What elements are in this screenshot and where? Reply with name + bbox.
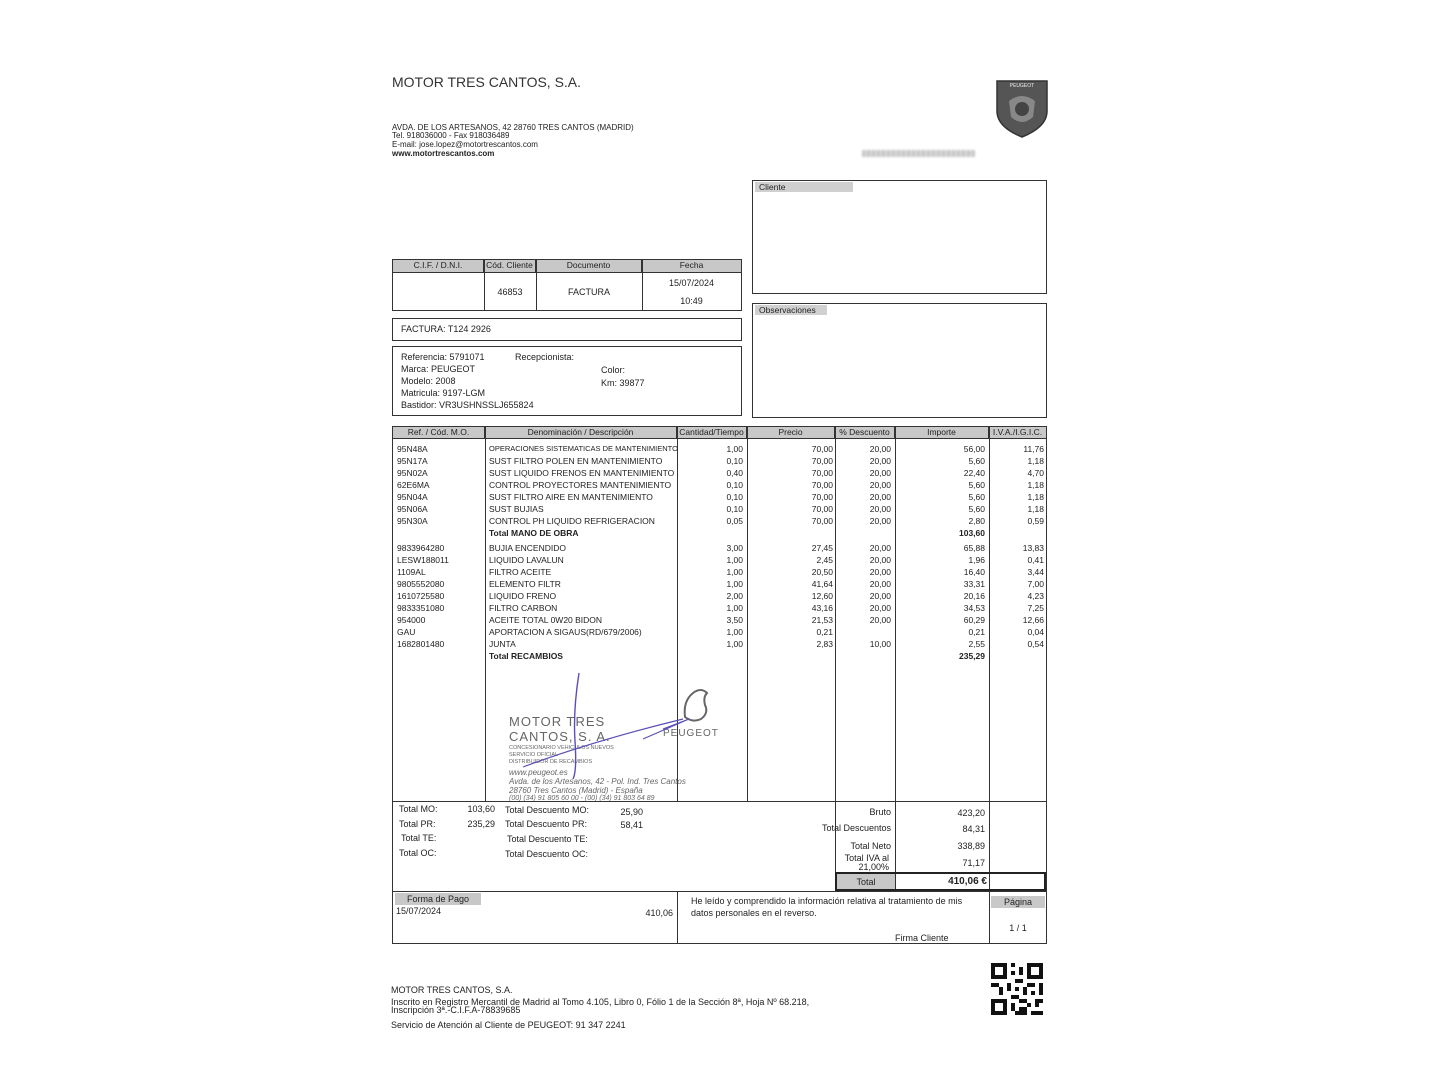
signature-scribble bbox=[503, 671, 703, 781]
desc-oc-label: Total Descuento OC: bbox=[505, 849, 589, 859]
cell-disc: 20,00 bbox=[869, 603, 891, 613]
table-row bbox=[393, 467, 1048, 479]
cell-price: 12,60 bbox=[811, 591, 833, 601]
table-row bbox=[393, 566, 1048, 578]
cell-desc: LIQUIDO LAVALUN bbox=[489, 555, 564, 565]
cell-qty: 0,10 bbox=[726, 480, 743, 490]
payment-box bbox=[392, 891, 1047, 944]
footer-registry2: Inscripción 3ª.-C.I.F.A-78839685 bbox=[391, 1005, 521, 1015]
table-row bbox=[393, 554, 1048, 566]
footer-registry1: Inscrito en Registro Mercantil de Madrid al Tomo 4.105, Libro 0, Fólio 1 de la Sección 8ª, Hoja Nº 68.218, bbox=[391, 997, 810, 1007]
footer-service: Servicio de Atención al Cliente de PEUGEOT: 91 347 2241 bbox=[391, 1020, 626, 1030]
cell-iva: 3,44 bbox=[1027, 567, 1044, 577]
cell-disc: 20,00 bbox=[869, 444, 891, 454]
total-value: 410,06 € bbox=[948, 876, 987, 887]
cell-price: 2,83 bbox=[816, 639, 833, 649]
stamp-phone: (00) (34) 91 805 60 00 - (00) (34) 91 803 64 89 bbox=[509, 795, 655, 802]
th-ref: Ref. / Cód. M.O. bbox=[393, 427, 485, 438]
cell-amount: 5,60 bbox=[968, 480, 985, 490]
cell-disc: 10,00 bbox=[869, 639, 891, 649]
cell-iva: 4,23 bbox=[1027, 591, 1044, 601]
col-cod-cliente: Cód. Cliente bbox=[484, 260, 536, 272]
cell-price: 27,45 bbox=[811, 543, 833, 553]
cell-price: 2,45 bbox=[816, 555, 833, 565]
cell-desc: JUNTA bbox=[489, 639, 516, 649]
cell-desc: ACEITE TOTAL 0W20 BIDON bbox=[489, 615, 603, 625]
total-oc-label: Total OC: bbox=[399, 848, 437, 858]
table-row bbox=[393, 515, 1048, 527]
cell-iva: 0,54 bbox=[1027, 639, 1044, 649]
table-row bbox=[393, 503, 1048, 515]
cell-qty: 0,10 bbox=[726, 456, 743, 466]
th-price: Precio bbox=[747, 427, 835, 438]
footer-company: MOTOR TRES CANTOS, S.A. bbox=[391, 985, 513, 995]
page-value: 1 / 1 bbox=[1009, 923, 1027, 933]
redacted-text bbox=[862, 150, 975, 157]
cell-price: 70,00 bbox=[811, 516, 833, 526]
cell-desc: BUJIA ENCENDIDO bbox=[489, 543, 566, 553]
items-table bbox=[392, 426, 1047, 802]
vehicle-km: Km: 39877 bbox=[601, 378, 645, 388]
total-te-label: Total TE: bbox=[401, 833, 437, 843]
cell-disc: 20,00 bbox=[869, 567, 891, 577]
cell-qty: 1,00 bbox=[726, 567, 743, 577]
cell-ref: 95N48A bbox=[397, 444, 428, 454]
cell-amount: 33,31 bbox=[963, 579, 985, 589]
cell-desc: Total MANO DE OBRA bbox=[489, 528, 579, 538]
cell-amount: 22,40 bbox=[963, 468, 985, 478]
vehicle-bastidor: Bastidor: VR3USHNSSLJ655824 bbox=[401, 400, 534, 410]
invoice-number: FACTURA: T124 2926 bbox=[401, 324, 491, 334]
iva-rate: 21,00% bbox=[858, 862, 889, 872]
table-row bbox=[393, 542, 1048, 554]
cell-qty: 3,00 bbox=[726, 543, 743, 553]
cell-iva: 1,18 bbox=[1027, 492, 1044, 502]
stamp-web: www.peugeot.es bbox=[509, 768, 568, 777]
cell-ref: 95N02A bbox=[397, 468, 428, 478]
th-qty: Cantidad/Tiempo bbox=[677, 427, 747, 438]
stamp-addr1: Avda. de los Artesanos, 42 - Pol. Ind. Tres Cantos bbox=[509, 777, 686, 786]
cell-amount: 1,96 bbox=[968, 555, 985, 565]
descuentos-label: Total Descuentos bbox=[821, 823, 891, 833]
table-row bbox=[393, 491, 1048, 503]
neto-label: Total Neto bbox=[850, 841, 891, 851]
col-fecha: Fecha bbox=[642, 260, 741, 272]
desc-mo-value: 25,90 bbox=[620, 807, 643, 817]
cell-qty: 2,00 bbox=[726, 591, 743, 601]
cell-disc: 20,00 bbox=[869, 456, 891, 466]
cell-disc: 20,00 bbox=[869, 492, 891, 502]
cell-iva: 7,00 bbox=[1027, 579, 1044, 589]
payment-label: Forma de Pago bbox=[395, 893, 481, 905]
vehicle-color: Color: bbox=[601, 365, 626, 375]
cell-disc: 20,00 bbox=[869, 615, 891, 625]
signature-label: Firma Cliente bbox=[895, 933, 949, 943]
table-row bbox=[393, 626, 1048, 638]
table-row bbox=[393, 650, 1048, 662]
total-mo-label: Total MO: bbox=[399, 804, 438, 814]
cell-disc: 20,00 bbox=[869, 543, 891, 553]
neto-value: 338,89 bbox=[957, 841, 985, 851]
cell-iva: 4,70 bbox=[1027, 468, 1044, 478]
cell-desc: SUST FILTRO AIRE EN MANTENIMIENTO bbox=[489, 492, 653, 502]
cod-cliente-value: 46853 bbox=[497, 287, 523, 297]
company-address: AVDA. DE LOS ARTESANOS, 42 28760 TRES CANTOS (MADRID) bbox=[392, 123, 634, 132]
cell-ref: 9833964280 bbox=[397, 543, 445, 553]
desc-mo-label: Total Descuento MO: bbox=[505, 805, 590, 815]
cell-iva: 1,18 bbox=[1027, 504, 1044, 514]
cell-price: 43,16 bbox=[811, 603, 833, 613]
cell-amount: 56,00 bbox=[963, 444, 985, 454]
desc-te-label: Total Descuento TE: bbox=[507, 834, 588, 844]
company-phone: Tel. 918036000 - Fax 918036489 bbox=[392, 131, 510, 140]
cell-qty: 0,05 bbox=[726, 516, 743, 526]
total-label: Total bbox=[856, 877, 876, 887]
cell-ref: 62E6MA bbox=[397, 480, 430, 490]
stamp-sub1: CONCESIONARIO VEHICULOS NUEVOS bbox=[509, 745, 614, 751]
company-name: MOTOR TRES CANTOS, S.A. bbox=[392, 74, 582, 90]
cell-amount: 5,60 bbox=[968, 492, 985, 502]
cell-qty: 0,10 bbox=[726, 504, 743, 514]
payment-amount: 410,06 bbox=[645, 908, 673, 918]
vehicle-box bbox=[392, 346, 742, 416]
table-row bbox=[393, 602, 1048, 614]
cell-amount: 5,60 bbox=[968, 504, 985, 514]
cell-desc: SUST BUJIAS bbox=[489, 504, 544, 514]
cell-ref: 1109AL bbox=[397, 567, 426, 577]
cell-ref: 9805552080 bbox=[397, 579, 445, 589]
cell-disc: 20,00 bbox=[869, 504, 891, 514]
cell-qty: 1,00 bbox=[726, 627, 743, 637]
cell-desc: ELEMENTO FILTR bbox=[489, 579, 561, 589]
peugeot-logo bbox=[995, 77, 1049, 139]
cell-desc: LIQUIDO FRENO bbox=[489, 591, 557, 601]
cell-amount: 65,88 bbox=[963, 543, 985, 553]
cell-amount: 34,53 bbox=[963, 603, 985, 613]
cell-amount: 60,29 bbox=[963, 615, 985, 625]
observations-label: Observaciones bbox=[755, 305, 827, 315]
cell-qty: 1,00 bbox=[726, 579, 743, 589]
cell-iva: 0,41 bbox=[1027, 555, 1044, 565]
vehicle-marca: Marca: PEUGEOT bbox=[401, 364, 476, 374]
cell-desc: APORTACION A SIGAUS(RD/679/2006) bbox=[489, 627, 642, 637]
hora-value: 10:49 bbox=[680, 296, 703, 306]
vehicle-referencia: Referencia: 5791071 bbox=[401, 352, 485, 362]
cell-ref: 9833351080 bbox=[397, 603, 445, 613]
cell-iva: 13,83 bbox=[1022, 543, 1044, 553]
total-pr-value: 235,29 bbox=[467, 819, 495, 829]
cell-disc: 20,00 bbox=[869, 579, 891, 589]
total-row bbox=[835, 872, 1046, 891]
cell-ref: GAU bbox=[397, 627, 416, 637]
stamp-brand: PEUGEOT bbox=[663, 728, 719, 739]
bruto-value: 423,20 bbox=[957, 808, 985, 818]
th-iva: I.V.A./I.G.I.C. bbox=[989, 427, 1046, 438]
table-row bbox=[393, 479, 1048, 491]
cell-ref: 1682801480 bbox=[397, 639, 445, 649]
cell-desc: FILTRO CARBON bbox=[489, 603, 558, 613]
cell-iva: 11,76 bbox=[1023, 444, 1044, 454]
cell-desc: OPERACIONES SISTEMATICAS DE MANTENIMIENTO bbox=[489, 444, 678, 453]
cell-iva: 1,18 bbox=[1027, 456, 1044, 466]
table-row bbox=[393, 455, 1048, 467]
cell-amount: 2,80 bbox=[968, 516, 985, 526]
col-cif: C.I.F. / D.N.I. bbox=[393, 260, 484, 272]
cell-iva: 7,25 bbox=[1027, 603, 1044, 613]
cell-amount: 235,29 bbox=[959, 651, 985, 661]
qr-code bbox=[991, 963, 1043, 1015]
fecha-value: 15/07/2024 bbox=[668, 278, 715, 288]
cell-disc: 20,00 bbox=[869, 468, 891, 478]
desc-pr-value: 58,41 bbox=[620, 820, 643, 830]
cell-desc: SUST FILTRO POLEN EN MANTENIMIENTO bbox=[489, 456, 663, 466]
th-discount: % Descuento bbox=[835, 427, 895, 438]
cell-price: 70,00 bbox=[811, 504, 833, 514]
cell-iva: 1,18 bbox=[1027, 480, 1044, 490]
cell-amount: 5,60 bbox=[968, 456, 985, 466]
cell-amount: 16,40 bbox=[963, 567, 985, 577]
bruto-label: Bruto bbox=[869, 807, 891, 817]
cell-qty: 0,10 bbox=[726, 492, 743, 502]
cell-amount: 20,16 bbox=[963, 591, 985, 601]
client-box bbox=[752, 180, 1047, 294]
stamp-line2: CANTOS, S. A. bbox=[509, 729, 611, 744]
iva-value: 71,17 bbox=[962, 858, 985, 868]
cell-price: 41,64 bbox=[811, 579, 833, 589]
th-desc: Denominación / Descripción bbox=[485, 427, 677, 438]
cell-desc: SUST LIQUIDO FRENOS EN MANTENIMIENTO bbox=[489, 468, 675, 478]
payment-date: 15/07/2024 bbox=[396, 906, 442, 916]
cell-qty: 0,40 bbox=[726, 468, 743, 478]
cell-price: 21,53 bbox=[811, 615, 833, 625]
cell-desc: CONTROL PROYECTORES MANTENIMIENTO bbox=[489, 480, 672, 490]
stamp-sub3: DISTRIBUIDOR DE RECAMBIOS bbox=[509, 759, 593, 765]
descuentos-value: 84,31 bbox=[962, 824, 985, 834]
qr-code-icon bbox=[991, 963, 1043, 1015]
stamp-line1: MOTOR TRES bbox=[509, 714, 606, 729]
cell-price: 70,00 bbox=[811, 444, 833, 454]
cell-iva: 0,04 bbox=[1027, 627, 1044, 637]
col-documento: Documento bbox=[536, 260, 642, 272]
cell-qty: 1,00 bbox=[726, 555, 743, 565]
cell-desc: CONTROL PH LIQUIDO REFRIGERACION bbox=[489, 516, 655, 526]
iva-label: Total IVA al bbox=[844, 853, 889, 863]
cell-iva: 12,66 bbox=[1022, 615, 1044, 625]
cell-price: 70,00 bbox=[811, 456, 833, 466]
desc-pr-label: Total Descuento PR: bbox=[505, 819, 588, 829]
th-amount: Importe bbox=[895, 427, 989, 438]
cell-price: 20,50 bbox=[811, 567, 833, 577]
table-row bbox=[393, 578, 1048, 590]
table-row bbox=[393, 638, 1048, 650]
cell-disc: 20,00 bbox=[869, 555, 891, 565]
cell-ref: 1610725580 bbox=[397, 591, 445, 601]
cell-amount: 0,21 bbox=[968, 627, 985, 637]
invoice-number-box bbox=[392, 318, 742, 341]
cell-price: 70,00 bbox=[811, 468, 833, 478]
privacy-text: He leído y comprendido la información relativa al tratamiento de mis datos personales en el reverso. bbox=[691, 896, 963, 918]
cell-ref: 95N04A bbox=[397, 492, 428, 502]
cell-qty: 3,50 bbox=[726, 615, 743, 625]
cell-desc: Total RECAMBIOS bbox=[489, 651, 563, 661]
cell-amount: 2,55 bbox=[968, 639, 985, 649]
vehicle-matricula: Matricula: 9197-LGM bbox=[401, 388, 486, 398]
cell-price: 70,00 bbox=[811, 480, 833, 490]
table-row bbox=[393, 614, 1048, 626]
cell-disc: 20,00 bbox=[869, 516, 891, 526]
cell-qty: 1,00 bbox=[726, 603, 743, 613]
cell-ref: 95N06A bbox=[397, 504, 428, 514]
totals-box bbox=[392, 801, 1047, 892]
cell-price: 0,21 bbox=[816, 627, 833, 637]
cell-ref: 95N17A bbox=[397, 456, 428, 466]
cell-ref: 954000 bbox=[397, 615, 426, 625]
doc-header-table bbox=[392, 259, 742, 311]
cell-disc: 20,00 bbox=[869, 591, 891, 601]
logo-text: PEUGEOT bbox=[1009, 83, 1035, 89]
cell-desc: FILTRO ACEITE bbox=[489, 567, 552, 577]
cell-amount: 103,60 bbox=[959, 528, 985, 538]
company-web: www.motortrescantos.com bbox=[392, 149, 495, 158]
stamp-addr2: 28760 Tres Cantos (Madrid) - España bbox=[509, 786, 643, 795]
vehicle-recepcionista: Recepcionista: bbox=[515, 352, 575, 362]
table-row bbox=[393, 527, 1048, 539]
cell-price: 70,00 bbox=[811, 492, 833, 502]
observations-box bbox=[752, 303, 1047, 418]
cell-ref: 95N30A bbox=[397, 516, 428, 526]
total-mo-value: 103,60 bbox=[467, 804, 495, 814]
total-pr-label: Total PR: bbox=[399, 819, 436, 829]
table-row bbox=[393, 443, 1048, 455]
cell-disc: 20,00 bbox=[869, 480, 891, 490]
cell-qty: 1,00 bbox=[726, 444, 743, 454]
cell-iva: 0,59 bbox=[1027, 516, 1044, 526]
table-row bbox=[393, 590, 1048, 602]
stamp-sub2: SERVICIO OFICIAL bbox=[509, 752, 559, 758]
cell-qty: 1,00 bbox=[726, 639, 743, 649]
cell-ref: LESW188011 bbox=[397, 555, 449, 565]
page-label: Página bbox=[991, 896, 1045, 908]
documento-value: FACTURA bbox=[567, 287, 610, 297]
vehicle-modelo: Modelo: 2008 bbox=[401, 376, 456, 386]
client-label: Cliente bbox=[755, 182, 853, 192]
company-email: E-mail: jose.lopez@motortrescantos.com bbox=[392, 140, 538, 149]
